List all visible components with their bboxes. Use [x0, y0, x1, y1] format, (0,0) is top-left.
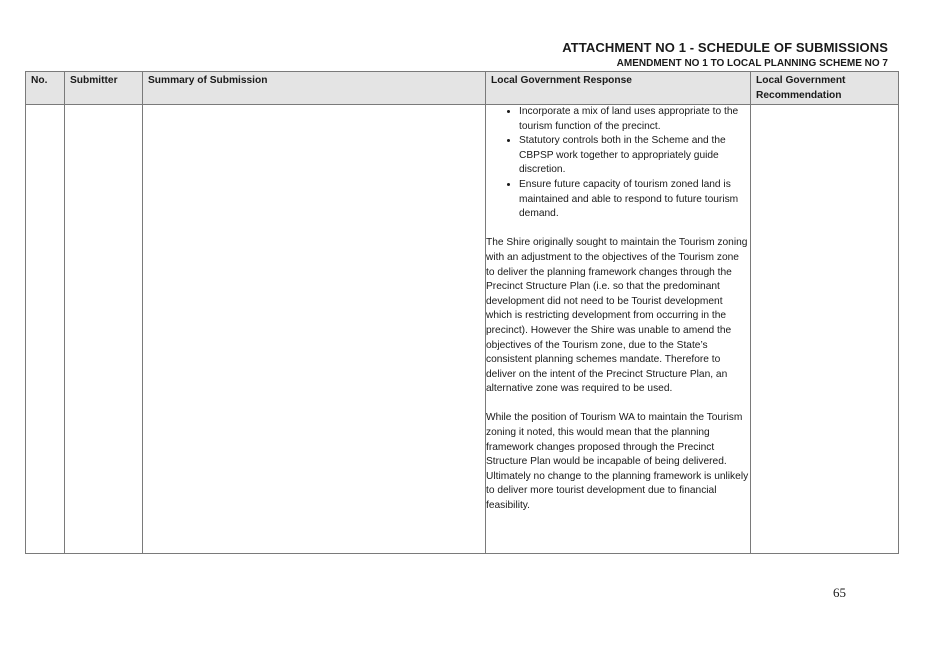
cell-summary [143, 105, 486, 554]
document-title: ATTACHMENT NO 1 - SCHEDULE OF SUBMISSIONS [562, 40, 888, 55]
response-bullet: • Statutory controls both in the Scheme and the CBPSP work together to appropriately guide discretion. [519, 134, 750, 178]
response-bullet-list [486, 105, 750, 222]
cell-submitter [65, 105, 143, 554]
document-subtitle: AMENDMENT NO 1 TO LOCAL PLANNING SCHEME NO 7 [616, 58, 888, 69]
column-header-response: Local Government Response [486, 72, 751, 105]
table-header-row [26, 72, 899, 105]
response-bullet: • Ensure future capacity of tourism zoned land is maintained and able to respond to future tourism demand. [519, 178, 750, 222]
column-header-summary: Summary of Submission [143, 72, 486, 105]
cell-response [486, 105, 751, 554]
column-header-submitter: Submitter [65, 72, 143, 105]
column-header-recommendation: Local Government Recommendation [751, 72, 899, 105]
response-paragraph: While the position of Tourism WA to maintain the Tourism zoning it noted, this would mean that the planning framework changes proposed through the Precinct Structure Plan would be incapable of being delivered. Ultimately no change to the planning framework is unlikely to deliver more tourist development due to financial feasibility. [486, 412, 749, 512]
cell-recommendation [751, 105, 899, 554]
response-paragraph: The Shire originally sought to maintain the Tourism zoning with an adjustment to the objectives of the Tourism zone to deliver the planning framework changes through the Precinct Structure Plan (i.e. so that the predominant development did not need to be Tourist development which is restricting development from occurring in the precinct). However the Shire was unable to amend the objectives of the Tourism zone, due to the State’s consistent planning schemes mandate. Therefore to deliver on the intent of the Precinct Structure Plan, an alternative zone was required to be used. [486, 237, 748, 395]
submissions-table [25, 71, 899, 554]
column-header-no: No. [26, 72, 65, 105]
page-number: 65 [833, 585, 846, 600]
cell-no [26, 105, 65, 554]
response-bullet: • Incorporate a mix of land uses appropriate to the tourism function of the precinct. [519, 105, 750, 134]
table-row [26, 105, 899, 554]
